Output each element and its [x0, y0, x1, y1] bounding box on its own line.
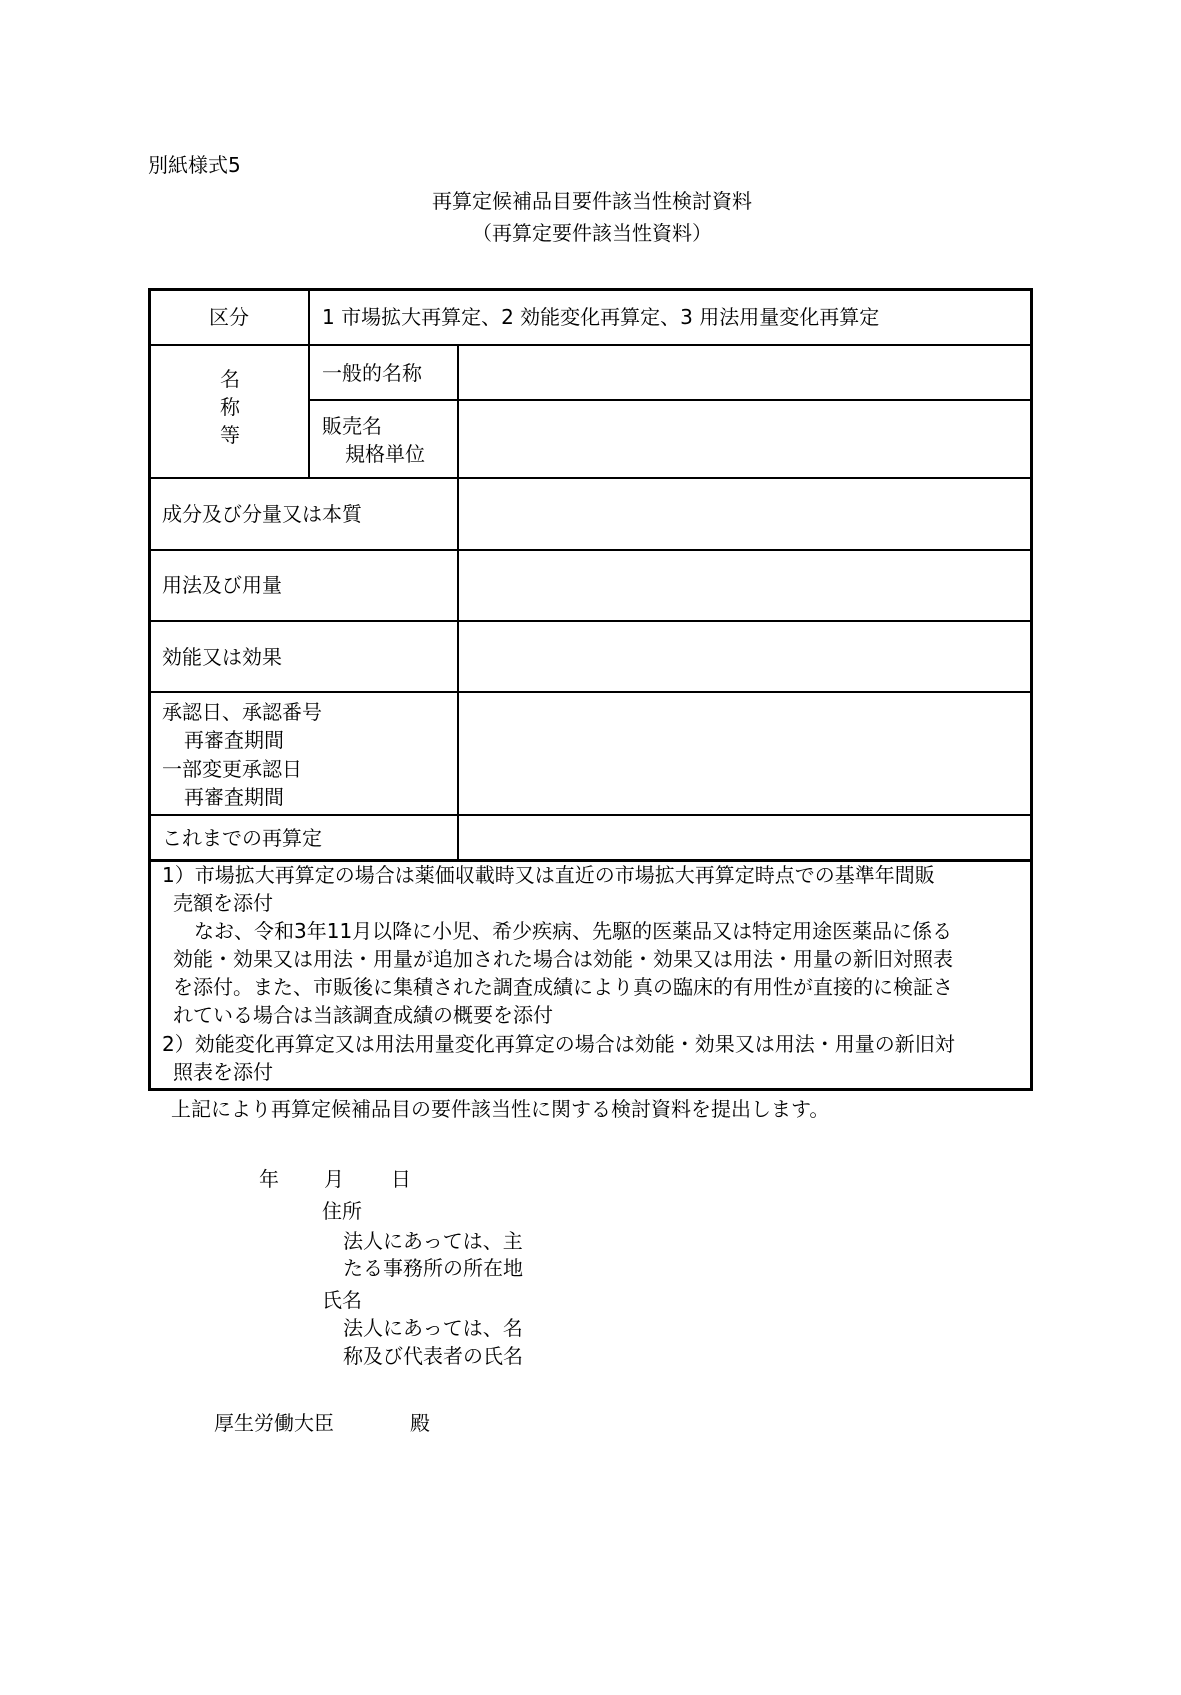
previous-recalc-field[interactable] [460, 816, 1027, 858]
name-group-label: 称 [220, 395, 240, 419]
note-line: 2）効能変化再算定又は用法用量変化再算定の場合は効能・効果又は用法・用量の新旧対 [162, 1032, 955, 1056]
indication-field[interactable] [460, 622, 1027, 690]
date-month: 月 [324, 1167, 344, 1191]
name-note: 法人にあっては、名 [343, 1316, 523, 1340]
addressee: 厚生労働大臣 [214, 1411, 334, 1435]
divider [148, 859, 1030, 862]
ingredients-label: 成分及び分量又は本質 [162, 502, 362, 526]
previous-recalc-label: これまでの再算定 [162, 826, 322, 850]
name-label: 氏名 [322, 1288, 362, 1312]
indication-label: 効能又は効果 [162, 645, 282, 669]
brand-name-field[interactable] [460, 401, 1027, 476]
brand-name-label: 販売名 [322, 414, 382, 438]
category-label: 区分 [209, 305, 249, 329]
dosage-field[interactable] [460, 551, 1027, 619]
reexam-period-label: 再審査期間 [184, 728, 284, 752]
divider [308, 288, 310, 478]
honorific: 殿 [410, 1411, 430, 1435]
document-title: 再算定候補品目要件該当性検討資料 [432, 189, 752, 213]
note-line: れている場合は当該調査成績の概要を添付 [173, 1003, 553, 1027]
reexam-period-label: 再審査期間 [184, 785, 284, 809]
address-note: 法人にあっては、主 [343, 1229, 523, 1253]
spec-unit-label: 規格単位 [345, 442, 425, 466]
document-subtitle: （再算定要件該当性資料） [472, 221, 712, 245]
ingredients-field[interactable] [460, 479, 1027, 548]
note-line: 照表を添付 [173, 1060, 273, 1084]
date-year: 年 [259, 1167, 279, 1191]
approval-field[interactable] [460, 693, 1027, 813]
date-day: 日 [391, 1167, 411, 1191]
note-line: を添付。また、市販後に集積された調査成績により真の臨床的有用性が直接的に検証さ [173, 975, 953, 999]
address-label: 住所 [322, 1199, 362, 1223]
name-group-label: 等 [220, 423, 240, 447]
note-line: なお、令和3年11月以降に小児、希少疾病、先駆的医薬品又は特定用途医薬品に係る [194, 919, 953, 943]
note-line: 1）市場拡大再算定の場合は薬価収載時又は直近の市場拡大再算定時点での基準年間販 [162, 863, 935, 887]
partial-change-label: 一部変更承認日 [162, 757, 302, 781]
note-line: 売額を添付 [173, 891, 273, 915]
name-note: 称及び代表者の氏名 [343, 1344, 523, 1368]
generic-name-label: 一般的名称 [322, 361, 422, 385]
generic-name-field[interactable] [460, 346, 1027, 398]
category-value: 1 市場拡大再算定、2 効能変化再算定、3 用法用量変化再算定 [322, 305, 880, 329]
divider [457, 344, 459, 860]
address-note: たる事務所の所在地 [343, 1256, 523, 1280]
name-group-label: 名 [220, 367, 240, 391]
dosage-label: 用法及び用量 [162, 573, 282, 597]
submission-statement: 上記により再算定候補品目の要件該当性に関する検討資料を提出します。 [171, 1097, 830, 1121]
note-line: 効能・効果又は用法・用量が追加された場合は効能・効果又は用法・用量の新旧対照表 [173, 947, 953, 971]
approval-label: 承認日、承認番号 [162, 700, 322, 724]
form-number: 別紙様式5 [148, 153, 241, 177]
